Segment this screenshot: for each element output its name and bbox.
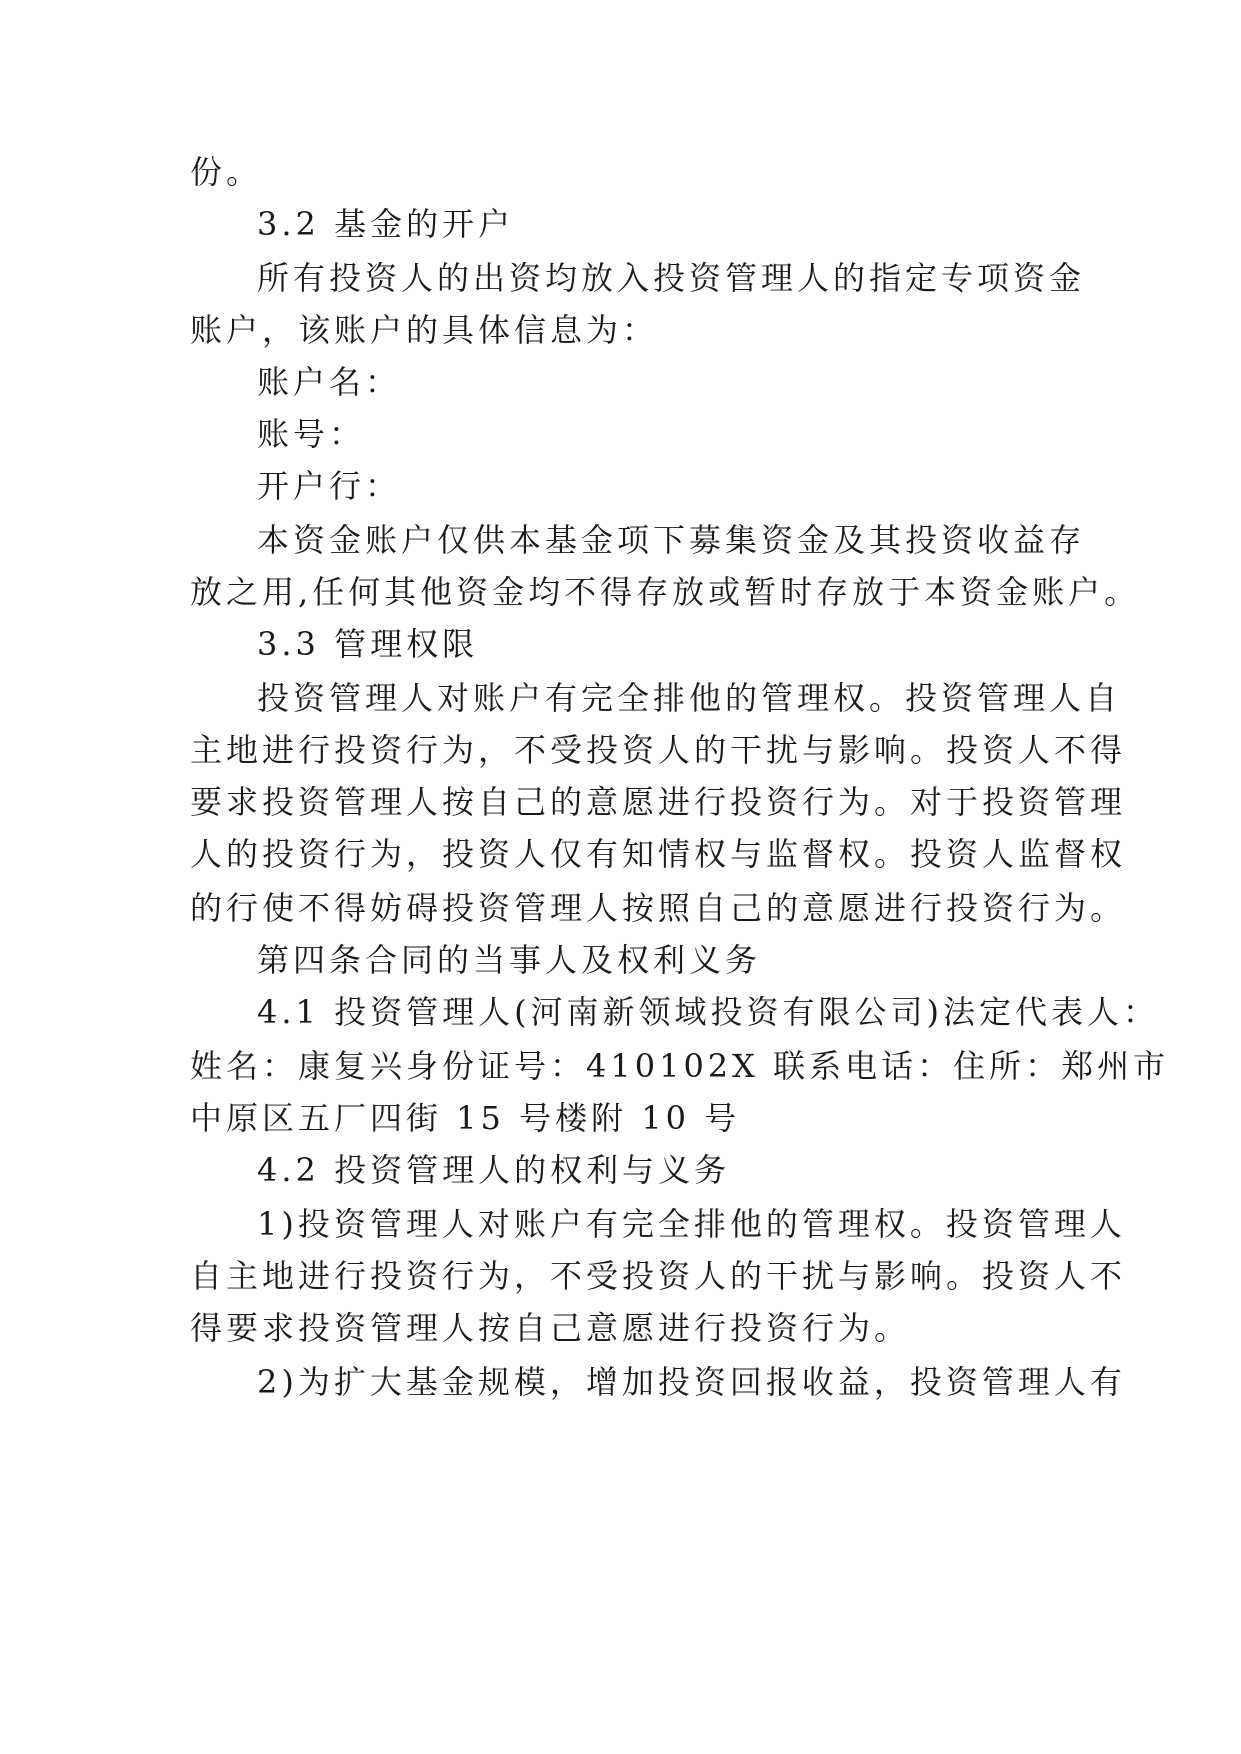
- text-line: 自主地进行投资行为，不受投资人的干扰与影响。投资人不: [190, 1257, 1127, 1295]
- text-line: 姓名：康复兴身份证号：410102X 联系电话：住所：郑州市: [190, 1047, 1170, 1085]
- text-line: 投资管理人对账户有完全排他的管理权。投资管理人自: [257, 679, 1122, 717]
- section-heading: 4.2 投资管理人的权利与义务: [257, 1151, 731, 1189]
- text-line: 中原区五厂四街 15 号楼附 10 号: [190, 1099, 741, 1137]
- text-line: 账户，该账户的具体信息为：: [190, 311, 659, 349]
- text-line: 放之用,任何其他资金均不得存放或暂时存放于本资金账户。: [190, 573, 1141, 611]
- text-line: 主地进行投资行为，不受投资人的干扰与影响。投资人不得: [190, 731, 1127, 769]
- text-line: 账户名：: [257, 363, 402, 401]
- text-line: 账号：: [257, 415, 366, 453]
- text-line: 所有投资人的出资均放入投资管理人的指定专项资金: [257, 259, 1086, 297]
- text-line: 1)投资管理人对账户有完全排他的管理权。投资管理人: [257, 1205, 1126, 1243]
- section-heading: 3.2 基金的开户: [257, 205, 515, 243]
- text-line: 人的投资行为，投资人仅有知情权与监督权。投资人监督权: [190, 835, 1127, 873]
- text-line: 的行使不得妨碍投资管理人按照自己的意愿进行投资行为。: [190, 889, 1127, 927]
- text-line: 开户行：: [257, 467, 402, 505]
- text-line: 4.1 投资管理人(河南新领域投资有限公司)法定代表人：: [257, 993, 1160, 1031]
- section-heading: 3.3 管理权限: [257, 625, 479, 663]
- section-heading: 第四条合同的当事人及权利义务: [257, 941, 762, 979]
- text-line: 要求投资管理人按自己的意愿进行投资行为。对于投资管理: [190, 783, 1127, 821]
- text-line: 得要求投资管理人按自己意愿进行投资行为。: [190, 1309, 911, 1347]
- text-line: 2)为扩大基金规模，增加投资回报收益，投资管理人有: [257, 1363, 1126, 1401]
- text-line: 本资金账户仅供本基金项下募集资金及其投资收益存: [257, 521, 1086, 559]
- text-line: 份。: [190, 153, 263, 191]
